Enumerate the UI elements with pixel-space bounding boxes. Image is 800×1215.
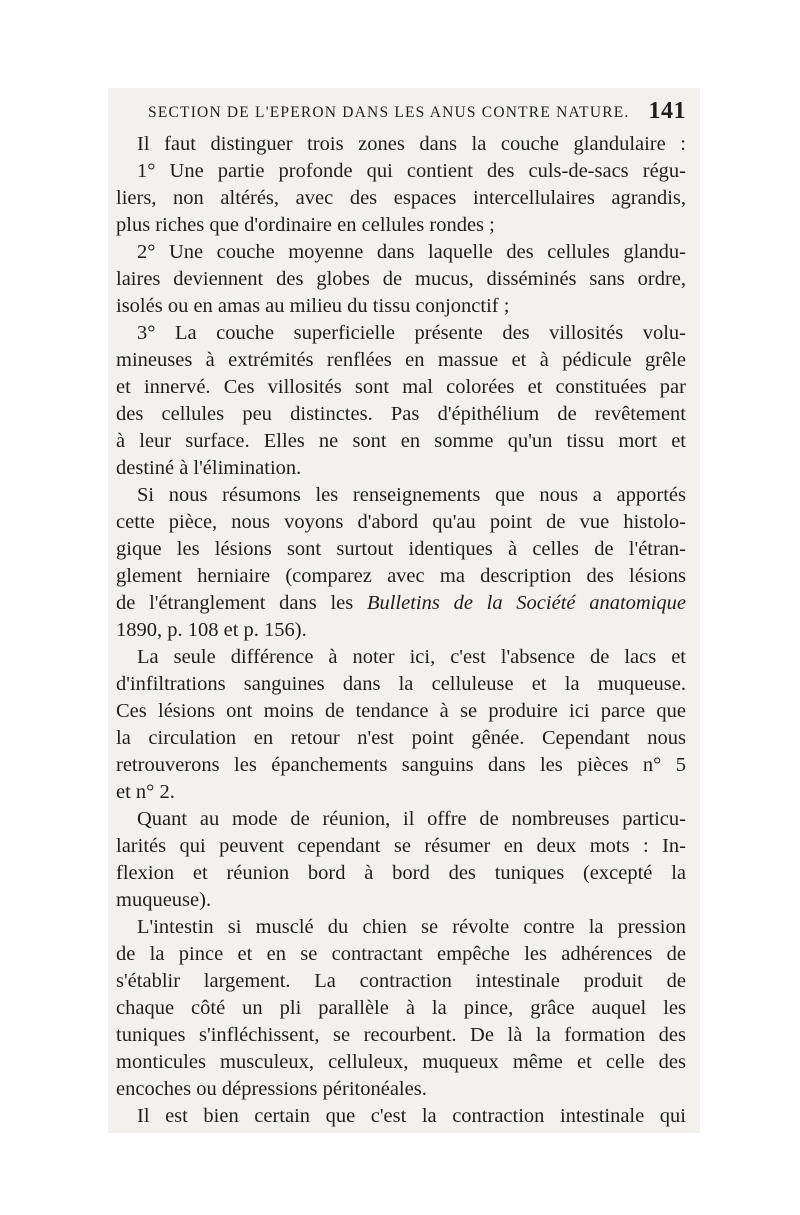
text-line: Il faut distinguer trois zones dans la couche glandulaire : xyxy=(137,133,686,155)
text-line: Si nous résumons les renseignements que nous a apportés xyxy=(137,484,686,506)
text-line: destiné à l'élimination. xyxy=(116,457,302,479)
text-line: des cellules peu distinctes. Pas d'épithélium de revêtement xyxy=(116,403,686,425)
text-line xyxy=(116,590,686,616)
text-line: isolés ou en amas au milieu du tissu conjonctif ; xyxy=(116,295,510,317)
running-header xyxy=(148,98,686,126)
text-line: muqueuse). xyxy=(116,889,212,911)
text-segment: de l'étranglement dans les xyxy=(116,592,354,614)
text-line: tuniques s'infléchissent, se recourbent. De là la formation des xyxy=(116,1024,686,1046)
text-line: et n° 2. xyxy=(116,781,175,803)
text-line: 2° Une couche moyenne dans laquelle des cellules glandu- xyxy=(137,241,686,263)
text-line: mineuses à extrémités renflées en massue et à pédicule grêle xyxy=(116,349,686,371)
text-line: liers, non altérés, avec des espaces intercellulaires agrandis, xyxy=(116,187,686,209)
text-line: monticules musculeux, celluleux, muqueux même et celle des xyxy=(116,1051,686,1073)
text-line: laires deviennent des globes de mucus, disséminés sans ordre, xyxy=(116,268,686,290)
text-line: 1890, p. 108 et p. 156). xyxy=(116,619,307,641)
text-line: Il est bien certain que c'est la contraction intestinale qui xyxy=(137,1105,686,1127)
text-line: larités qui peuvent cependant se résumer en deux mots : In- xyxy=(116,835,686,857)
text-line: chaque côté un pli parallèle à la pince, grâce auquel les xyxy=(116,997,686,1019)
text-line: retrouverons les épanchements sanguins dans les pièces n° 5 xyxy=(116,754,686,776)
text-line: plus riches que d'ordinaire en cellules rondes ; xyxy=(116,214,495,236)
text-line: la circulation en retour n'est point gênée. Cependant nous xyxy=(116,727,686,749)
text-line: cette pièce, nous voyons d'abord qu'au point de vue histolo- xyxy=(116,511,686,533)
text-line: 1° Une partie profonde qui contient des culs-de-sacs régu- xyxy=(137,160,686,182)
journal-title: Bulletins de la Société anatomique xyxy=(366,592,686,614)
text-line: Ces lésions ont moins de tendance à se produire ici parce que xyxy=(116,700,686,722)
text-line: gique les lésions sont surtout identiques à celles de l'étran- xyxy=(116,538,686,560)
text-line: à leur surface. Elles ne sont en somme qu'un tissu mort et xyxy=(116,430,686,452)
text-line: de la pince et en se contractant empêche les adhérences de xyxy=(116,943,686,965)
text-line: d'infiltrations sanguines dans la celluleuse et la muqueuse. xyxy=(116,673,686,695)
text-line: 3° La couche superficielle présente des villosités volu- xyxy=(137,322,686,344)
text-line: L'intestin si musclé du chien se révolte contre la pression xyxy=(137,916,686,938)
page-number: 141 xyxy=(648,98,686,124)
text-line: Quant au mode de réunion, il offre de nombreuses particu- xyxy=(137,808,686,830)
text-line: s'établir largement. La contraction intestinale produit de xyxy=(116,970,686,992)
text-line: La seule différence à noter ici, c'est l'absence de lacs et xyxy=(137,646,686,668)
text-line: glement herniaire (comparez avec ma description des lésions xyxy=(116,565,686,587)
text-line: flexion et réunion bord à bord des tuniques (excepté la xyxy=(116,862,686,884)
text-line: et innervé. Ces villosités sont mal colorées et constituées par xyxy=(116,376,686,398)
header-title: SECTION DE L'EPERON DANS LES ANUS CONTRE NATURE. xyxy=(148,104,630,121)
text-line: encoches ou dépressions péritonéales. xyxy=(116,1078,427,1100)
